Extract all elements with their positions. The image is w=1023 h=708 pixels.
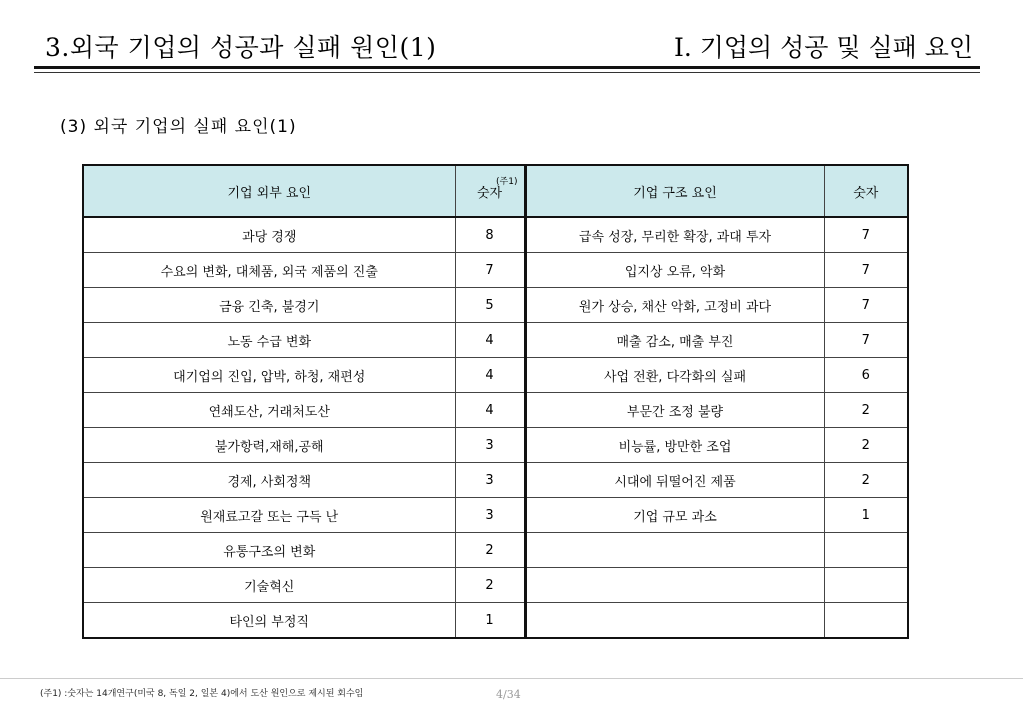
external-count-cell: 3: [455, 498, 525, 533]
external-count-cell: 8: [455, 217, 525, 253]
structural-factor-cell: 입지상 오류, 악화: [525, 253, 824, 288]
structural-factor-cell: 원가 상승, 채산 악화, 고정비 과다: [525, 288, 824, 323]
header-structural-factors: 기업 구조 요인: [525, 165, 824, 217]
header-count-structural: 숫자: [824, 165, 908, 217]
header-count-label: 숫자: [476, 185, 503, 201]
external-factor-cell: 기술혁신: [83, 568, 455, 603]
external-factor-cell: 타인의 부정직: [83, 603, 455, 639]
external-factor-cell: 대기업의 진입, 압박, 하청, 재편성: [83, 358, 455, 393]
external-count-cell: 4: [455, 358, 525, 393]
structural-factor-cell: 사업 전환, 다각화의 실패: [525, 358, 824, 393]
external-count-cell: 7: [455, 253, 525, 288]
header-rule-thin: [34, 72, 980, 73]
external-factor-cell: 노동 수급 변화: [83, 323, 455, 358]
structural-factor-cell: 부문간 조정 불량: [525, 393, 824, 428]
table-row: [83, 358, 908, 393]
structural-count-cell: 2: [824, 463, 908, 498]
structural-count-cell: 7: [824, 288, 908, 323]
structural-factor-cell: 급속 성장, 무리한 확장, 과대 투자: [525, 217, 824, 253]
table-row: [83, 217, 908, 253]
table-row: [83, 253, 908, 288]
failure-factors-table: [82, 164, 909, 639]
external-factor-cell: 연쇄도산, 거래처도산: [83, 393, 455, 428]
structural-count-cell: [824, 533, 908, 568]
structural-factor-cell: 매출 감소, 매출 부진: [525, 323, 824, 358]
table-header-row: [83, 165, 908, 217]
structural-count-cell: 7: [824, 323, 908, 358]
external-factor-cell: 과당 경쟁: [83, 217, 455, 253]
footer-rule: [0, 678, 1023, 679]
external-factor-cell: 원재료고갈 또는 구득 난: [83, 498, 455, 533]
table-row: [83, 603, 908, 639]
header-count-external: [455, 165, 525, 217]
structural-factor-cell: [525, 533, 824, 568]
table-row: [83, 428, 908, 463]
section-title: Ⅰ. 기업의 성공 및 실패 요인: [673, 33, 973, 62]
external-count-cell: 3: [455, 463, 525, 498]
structural-factor-cell: 시대에 뒤떨어진 제품: [525, 463, 824, 498]
structural-count-cell: 7: [824, 217, 908, 253]
external-factor-cell: 금융 긴축, 불경기: [83, 288, 455, 323]
external-count-cell: 1: [455, 603, 525, 639]
structural-count-cell: [824, 603, 908, 639]
structural-factor-cell: 비능률, 방만한 조업: [525, 428, 824, 463]
external-factor-cell: 유통구조의 변화: [83, 533, 455, 568]
external-count-cell: 2: [455, 568, 525, 603]
page-number: 4/34: [496, 688, 521, 701]
structural-count-cell: [824, 568, 908, 603]
header-footnote-ref: (주1): [496, 177, 518, 187]
table-row: [83, 568, 908, 603]
structural-factor-cell: [525, 568, 824, 603]
structural-count-cell: 7: [824, 253, 908, 288]
footnote: (주1) :숫자는 14개연구(미국 8, 독일 2, 일본 4)에서 도산 원인으로 제시된 회수임: [40, 689, 364, 699]
structural-factor-cell: 기업 규모 과소: [525, 498, 824, 533]
table-row: [83, 288, 908, 323]
external-factor-cell: 불가항력,재해,공해: [83, 428, 455, 463]
external-factor-cell: 경제, 사회정책: [83, 463, 455, 498]
table-row: [83, 498, 908, 533]
table-row: [83, 533, 908, 568]
structural-count-cell: 6: [824, 358, 908, 393]
header-rule-thick: [34, 66, 980, 69]
page-title: 3.외국 기업의 성공과 실패 원인(1): [45, 33, 437, 62]
external-count-cell: 5: [455, 288, 525, 323]
table-row: [83, 323, 908, 358]
structural-factor-cell: [525, 603, 824, 639]
external-count-cell: 4: [455, 393, 525, 428]
structural-count-cell: 1: [824, 498, 908, 533]
table-row: [83, 393, 908, 428]
external-factor-cell: 수요의 변화, 대체품, 외국 제품의 진출: [83, 253, 455, 288]
external-count-cell: 3: [455, 428, 525, 463]
structural-count-cell: 2: [824, 393, 908, 428]
header-external-factors: 기업 외부 요인: [83, 165, 455, 217]
subtitle: (3) 외국 기업의 실패 요인(1): [60, 117, 297, 137]
external-count-cell: 4: [455, 323, 525, 358]
external-count-cell: 2: [455, 533, 525, 568]
structural-count-cell: 2: [824, 428, 908, 463]
table-row: [83, 463, 908, 498]
